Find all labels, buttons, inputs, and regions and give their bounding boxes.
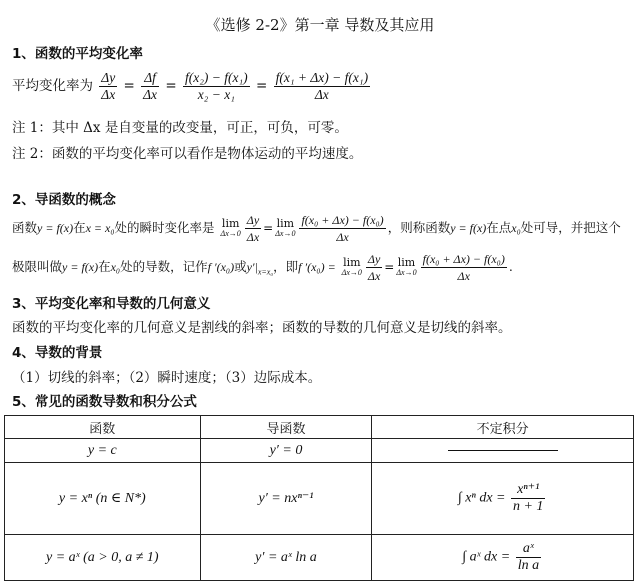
limit-symbol: lim Δx→0 <box>396 255 417 277</box>
limit-symbol: lim Δx→0 <box>220 216 241 238</box>
table-row <box>5 535 634 581</box>
fraction-df-dx: $\frac{\Delta f}{\Delta x}$ <box>143 70 158 102</box>
column-header-function: 函数 <box>5 416 201 439</box>
cell-derivative: y′ = 0 <box>200 439 372 463</box>
section-5-heading: 5、常见的函数导数和积分公式 <box>12 394 197 410</box>
section-3-heading: 3、平均变化率和导数的几何意义 <box>12 296 211 312</box>
table-row <box>5 439 634 463</box>
section-4-text: （1）切线的斜率；（2）瞬时速度；（3）边际成本。 <box>12 370 322 386</box>
section-4-heading: 4、导数的背景 <box>12 345 103 361</box>
average-rate-formula <box>12 70 372 103</box>
cell-function: y = aˣ (a > 0, a ≠ 1) <box>5 535 201 581</box>
section-3-text: 函数的平均变化率的几何意义是割线的斜率；函数的导数的几何意义是切线的斜率。 <box>12 320 512 336</box>
cell-integral-blank <box>372 439 634 463</box>
table-header-row <box>5 416 634 439</box>
equals-sign: = <box>255 78 268 94</box>
section-2-heading: 2、导函数的概念 <box>12 192 116 208</box>
cell-derivative: y′ = nxⁿ⁻¹ <box>200 463 372 535</box>
derivative-definition-line-1: 函数y = f(x)在x = x₀处的瞬时变化率是 lim Δx→0 $\frac{\Delta y}{\Delta x}$ = lim Δx→0 $\frac{\text{f(x₀ + Δx) − f(x₀)}}{\Delta x}$ ，则称函数y = f(x)在点x₀处可导，并把这个 <box>12 213 621 244</box>
note-2: 注 2：函数的平均变化率可以看作是物体运动的平均速度。 <box>12 146 363 162</box>
cell-function: y = c <box>5 439 201 463</box>
equals-sign: = <box>165 78 177 94</box>
fraction-dy-dx: $\frac{\Delta y}{\Delta x}$ <box>101 70 116 102</box>
cell-function: y = xⁿ (n ∈ N*) <box>5 463 201 535</box>
formula-table <box>4 415 634 581</box>
page-title: 《选修 2-2》第一章 导数及其应用 <box>205 16 435 34</box>
derivative-definition-line-2: 极限叫做y = f(x)在x₀处的导数，记作f ′(x₀)或$y'|_{x=x_0}$，即f ′(x₀) = lim Δx→0 $\frac{\Delta y}{\Delta x}$ = lim Δx→0 $\frac{\text{f(x₀ + Δx) − f(x₀)}}{\Delta x}$ . <box>12 252 513 283</box>
column-header-integral: 不定积分 <box>372 416 634 439</box>
cell-derivative: y′ = aˣ ln a <box>200 535 372 581</box>
cell-integral: ∫ xⁿ dx = $\frac{\text{xⁿ⁺¹}}{n + 1}$ <box>372 463 634 535</box>
fraction-increment-quotient: $\frac{\text{f(x₁ + Δx) − f(x₁)}}{\Delta x}$ <box>275 70 369 102</box>
blank-line <box>448 450 558 451</box>
cell-integral: ∫ aˣ dx = $\frac{\text{aˣ}}{\text{ln a}}$ <box>372 535 634 581</box>
section-1-heading: 1、函数的平均变化率 <box>12 46 143 62</box>
limit-symbol: lim Δx→0 <box>341 255 362 277</box>
equals-sign: = <box>123 78 135 94</box>
fraction-difference-quotient: $\frac{\text{f(x₂) − f(x₁)}}{\text{x₂ − x₁}}$ <box>184 70 248 102</box>
formula-lead: 平均变化率为 <box>12 78 93 94</box>
note-1: 注 1：其中 Δx 是自变量的改变量，可正，可负，可零。 <box>12 120 348 136</box>
column-header-derivative: 导函数 <box>200 416 372 439</box>
table-row <box>5 463 634 535</box>
limit-symbol: lim Δx→0 <box>275 216 296 238</box>
